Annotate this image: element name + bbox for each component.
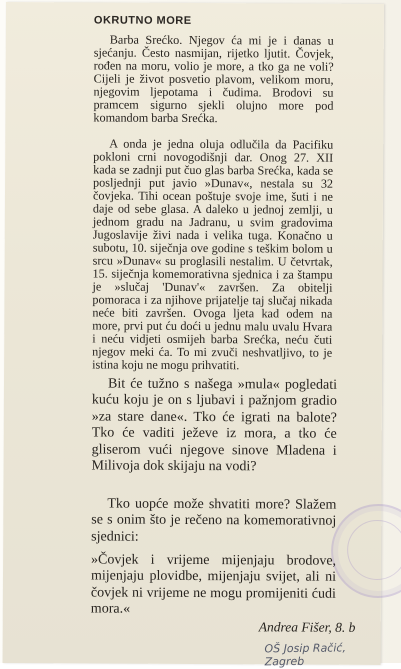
paragraph-1: Barba Srećko. Njegov ća mi je i danas u sjećanju. Često nasmijan, rijetko ljutit. Čovjek, rođen na moru, volio je more, a tko ga ne voli? Cijeli je život posvetio plavom, velikom moru, njegovim ljepotama i čudima. Brodovi su pramcem sigurno sjekli olujno more pod komandom barba Srećka. bbox=[93, 32, 334, 126]
author-signature: Andrea Fišer, 8. b bbox=[258, 619, 356, 635]
article-title: OKRUTNO MORE bbox=[93, 14, 192, 27]
stamp-inner-ring bbox=[347, 520, 401, 580]
handwritten-school-note: OŠ Josip Račić, Zagreb bbox=[264, 641, 347, 669]
circular-stamp bbox=[331, 504, 401, 598]
paragraph-4: Tko uopće može shvatiti more? Slažem se s onim što je rečeno na komemorativnoj sjednici: bbox=[91, 496, 337, 545]
paragraph-3: Bit će tužno s našega »mula« pogledati kuću koju je on s ljubavi i pažnjom gradio »za stare dane«. Tko će igrati na balote? Tko će vaditi ježeve iz mora, a tko će gliserom vući njegove sinove Mladena i Milivoja dok skijaju na vodi? bbox=[91, 376, 338, 475]
paragraph-2: A onda je jedna oluja odlučila da Pacifiku pokloni crni novogodišnji dar. Onog 27. XII kada se zadnji put čuo glas barba Srećka, kada se posljednji put javio »Dunav«, nestala su 32 čovjeka. Tihi ocean poštuje svoje ime, šuti i ne daje od sebe glasa. A daleko u jednoj zemlji, u jednom gradu na Jadranu, u svim gradovima Jugoslavije živi nada i velika tuga. Konačno u subotu, 10. siječnja ove godine s teškim bolom u srcu »Dunav« su proglasili nestalim. U četvrtak, 15. siječnja komemorativna sjednica i za štampu je »slučaj 'Dunav'« završen. Za obitelji pomoraca i za njihove prijatelje taj slučaj nikada neće biti završen. Ovoga ljeta kad odem na more, prvi put ću doći u jednu malu uvalu Hvara i neću vidjeti osmijeh barba Srećka, neću čuti njegov meki ća. To mi zvuči neshvatljivo, to je istina koju ne mogu prihvatiti. bbox=[92, 136, 334, 373]
paper-clipping bbox=[3, 2, 384, 669]
quote-paragraph: »Čovjek i vrijeme mijenjaju brodove, mijenjaju plovidbe, mijenjaju svijet, ali ni čovjek ni vrijeme ne mogu promijeniti ćudi mora.« bbox=[90, 552, 337, 617]
